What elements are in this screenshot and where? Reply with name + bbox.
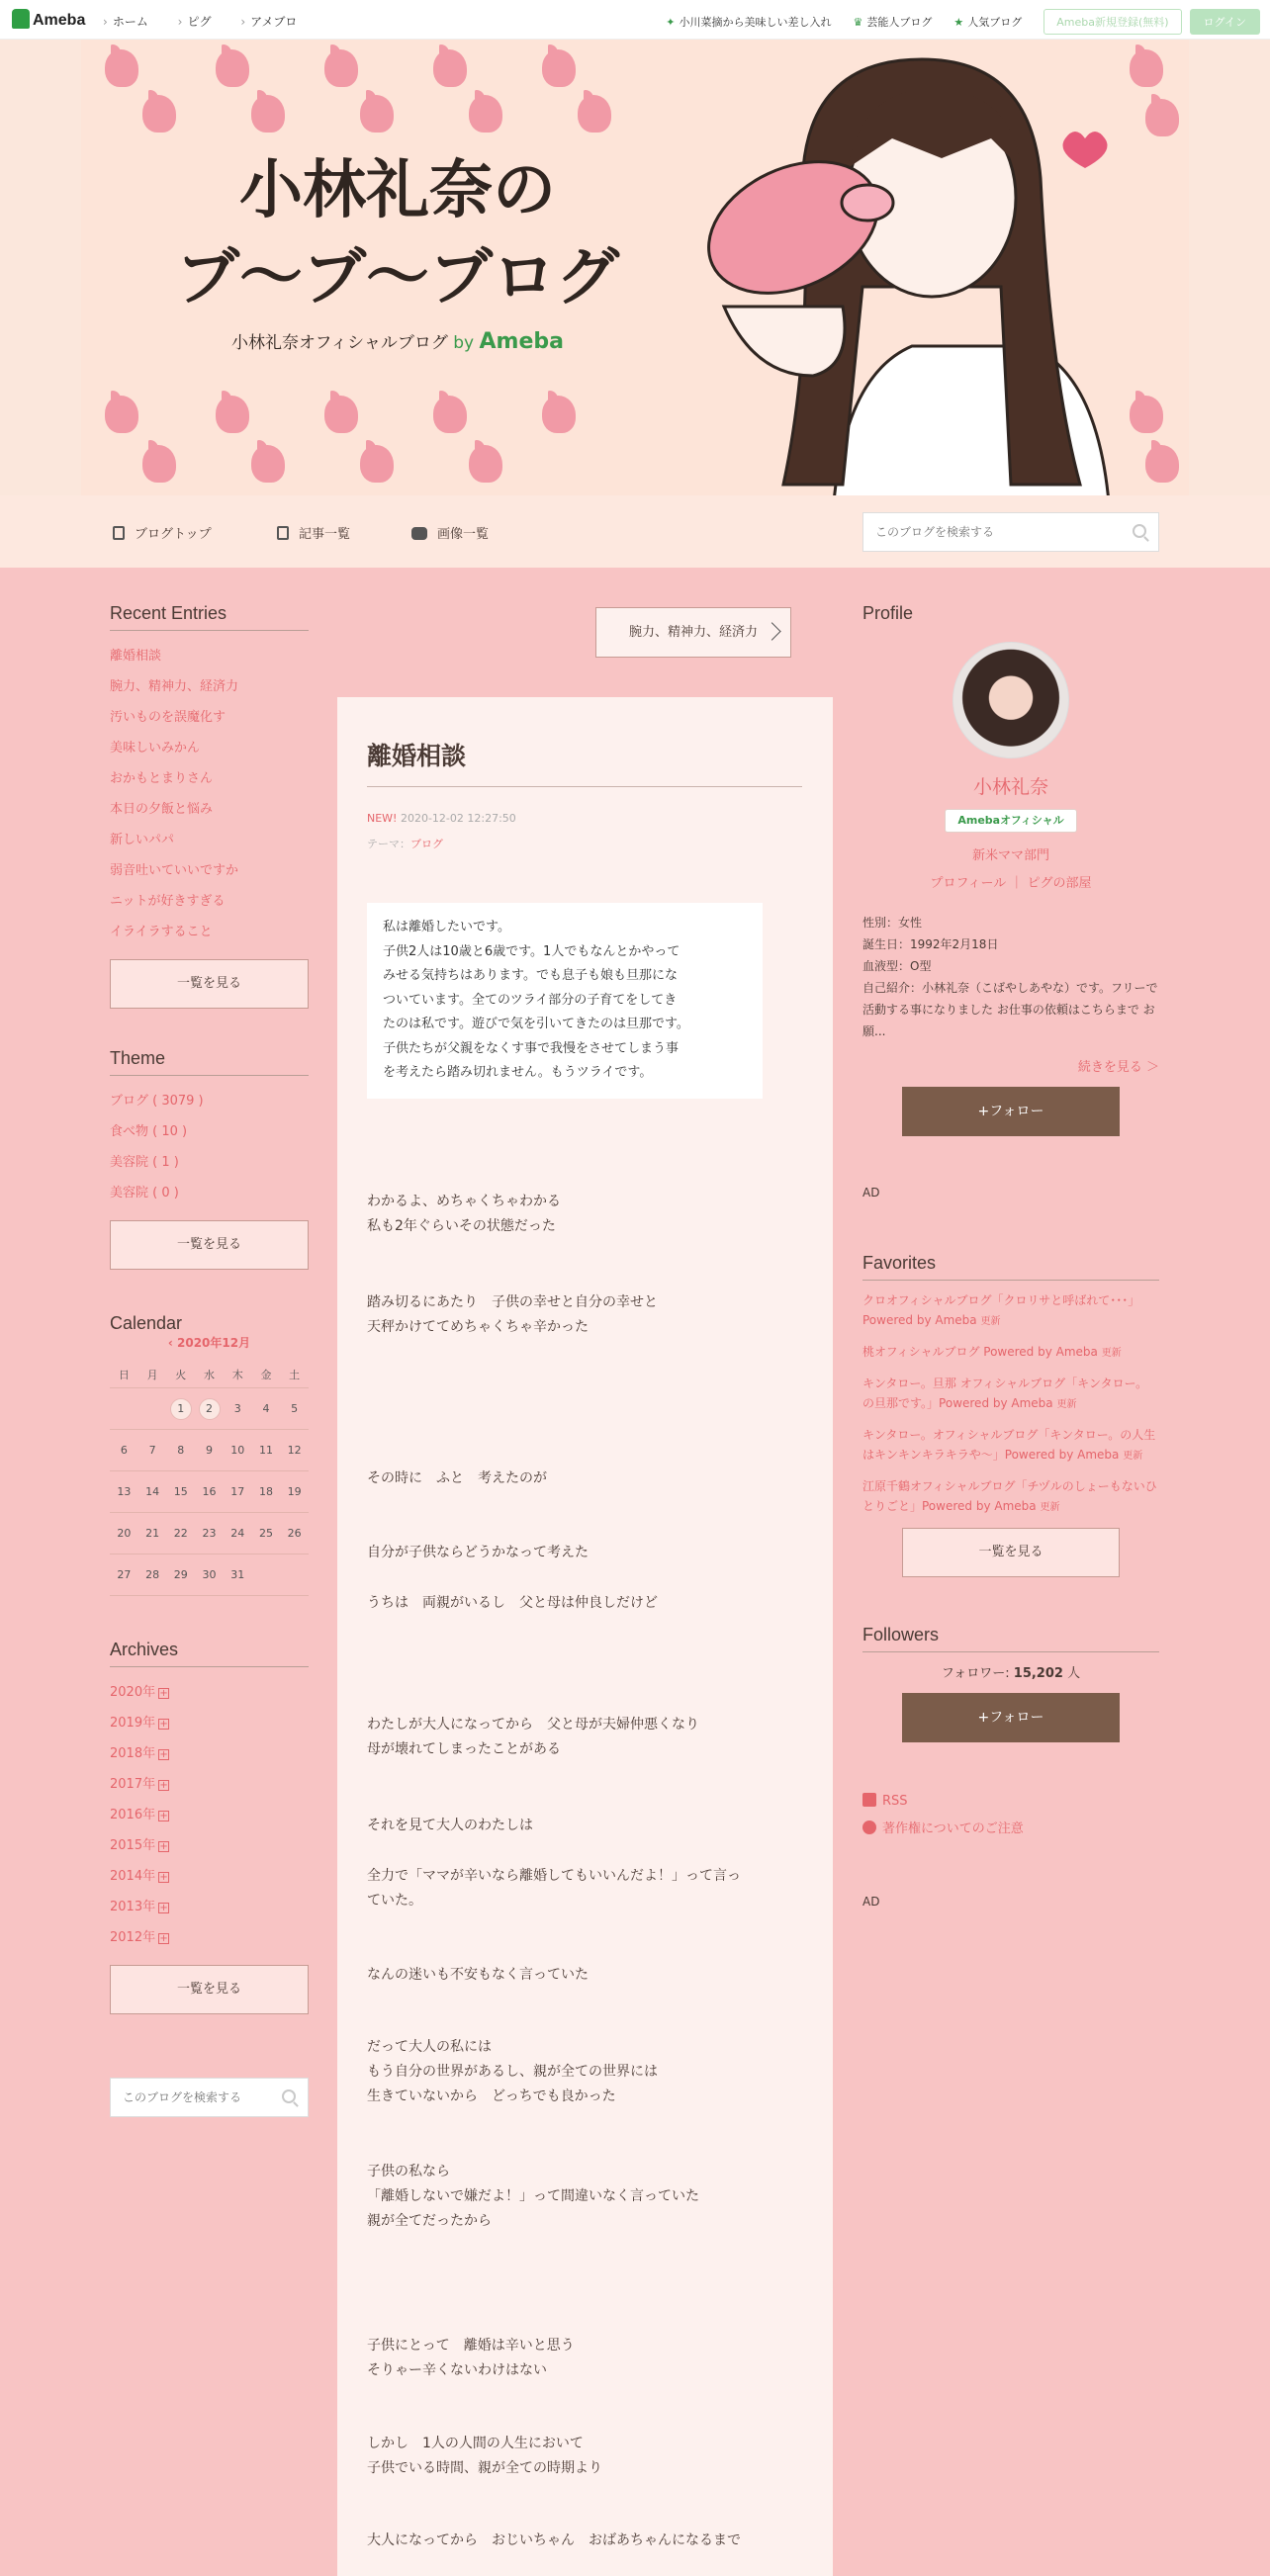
sparkle-icon: ✦ (666, 16, 676, 29)
article-meta: NEW! 2020-12-02 12:27:50 テーマ：ブログ (367, 812, 516, 850)
theme-item[interactable]: 美容院 ( 0 ) (110, 1186, 179, 1200)
top-link-popular[interactable]: ★ 人気ブログ (953, 16, 1023, 29)
top-nav-home[interactable]: › ホーム (103, 15, 148, 29)
search-icon[interactable] (1133, 524, 1146, 538)
copy-icon (277, 526, 289, 540)
login-button[interactable]: ログイン (1190, 9, 1260, 35)
pig-icon (469, 445, 502, 483)
blog-subtitle: 小林礼奈オフィシャルブログ by Ameba (231, 329, 564, 354)
pig-icon (433, 49, 467, 87)
archive-year[interactable]: 2018年 + (110, 1746, 168, 1761)
recent-entry[interactable]: 腕力、精神力、経済力 (110, 679, 239, 694)
profile-title: Profile (862, 603, 914, 623)
pig-icon (324, 396, 358, 433)
pig-icon (1130, 49, 1163, 87)
top-nav (103, 13, 322, 30)
nav-blog-top[interactable]: ブログトップ (113, 523, 212, 542)
pig-icon (578, 95, 611, 133)
archive-year[interactable]: 2017年 + (110, 1777, 168, 1792)
recent-entry[interactable]: 離婚相談 (110, 649, 162, 664)
sidebar-search (110, 2078, 309, 2117)
rss-icon (862, 1793, 876, 1807)
article-paragraph: 自分が子供ならどうかなって考えた (367, 1545, 589, 1560)
pig-icon (142, 445, 176, 483)
expand-icon[interactable]: + (159, 1841, 168, 1852)
pig-icon (216, 396, 249, 433)
top-bar (0, 0, 1270, 40)
favorite-item[interactable]: クロオフィシャルブログ「クロリサと呼ばれて･･･」Powered by Ameba 更新 (862, 1293, 1140, 1327)
feed-links (862, 1788, 1159, 1843)
profile-group[interactable]: 新米ママ部門 (971, 848, 1049, 863)
register-button[interactable]: Ameba新規登録(無料) (1043, 9, 1181, 35)
article-paragraph: しかし 1人の人間の人生において 子供でいる時間、親が全ての時期より (367, 2436, 602, 2476)
pig-icon (105, 49, 138, 87)
ad-label-2: AD (862, 1895, 880, 1909)
top-nav-ameblo[interactable]: › アメブロ (240, 15, 297, 29)
calendar-day-post[interactable]: 1 (170, 1398, 192, 1420)
profile-links[interactable]: プロフィール ｜ ピグの部屋 (930, 876, 1092, 891)
pig-icon (216, 49, 249, 87)
theme-title: Theme (110, 1048, 309, 1076)
calendar-week: 13 14 15 16 17 18 19 (110, 1471, 309, 1513)
article-paragraph: わたしが大人になってから 父と母が夫婦仲悪くなり 母が壊れてしまったことがある (367, 1717, 699, 1757)
blog-nav (0, 495, 1270, 568)
favorite-item[interactable]: 桃オフィシャルブログ Powered by Ameba 更新 (862, 1345, 1122, 1359)
archives-title: Archives (110, 1640, 309, 1667)
profile-more-link[interactable]: 続きを見る ＞ (1077, 1060, 1159, 1075)
profile-info: 性別：女性 誕生日：1992年2月18日 血液型：O型 (862, 916, 999, 973)
recent-entry[interactable]: 美味しいみかん (110, 741, 201, 755)
calendar-week: 6 7 8 9 10 11 12 (110, 1430, 309, 1471)
expand-icon[interactable]: + (159, 1903, 168, 1913)
recent-entry[interactable]: 汚いものを誤魔化す (110, 710, 227, 725)
calendar-week: 1 2 3 4 5 (110, 1388, 309, 1430)
crown-icon: ♛ (853, 16, 863, 29)
recent-more-button[interactable]: 一覧を見る (110, 959, 309, 1009)
pig-icon (469, 95, 502, 133)
copyright-link[interactable]: 著作権についてのご注意 (862, 1816, 1159, 1843)
article-paragraph: 大人になってから おじいちゃん おばあちゃんになるまで (367, 2532, 741, 2548)
archive-year[interactable]: 2016年 + (110, 1808, 168, 1822)
article-quote: 私は離婚したいです。 子供2人は10歳と6歳です。1人でもなんとかやって みせる気持ちはあります。でも息子も娘も旦那にな ついています。全てのツライ部分の子育てをしてき たのは私です。遊びで気を引いてきたのは旦那です。 子供たちが父親をなくす事で我慢をさせてしまう事 を考えたら踏み切れません。もうツライです。 (367, 903, 763, 1099)
recent-entry[interactable]: ニットが好きすぎる (110, 894, 226, 909)
calendar-day-post[interactable]: 2 (199, 1398, 221, 1420)
article-paragraph: その時に ふと 考えたのが (367, 1470, 547, 1486)
recent-entry[interactable]: イライラすること (110, 925, 213, 939)
camera-icon (411, 527, 427, 540)
top-link-celeb[interactable]: ♛ 芸能人ブログ (853, 16, 933, 29)
new-badge: NEW! (367, 812, 398, 825)
left-sidebar (110, 603, 309, 2117)
pig-icon (105, 396, 138, 433)
recent-entries-title: Recent Entries (110, 603, 309, 631)
ad-label: AD (862, 1186, 880, 1199)
followers-title: Followers (862, 1625, 1159, 1652)
rss-link[interactable]: RSS (862, 1788, 1159, 1816)
archives-list (110, 1677, 309, 1953)
pig-icon (251, 445, 285, 483)
archive-year[interactable]: 2015年 + (110, 1838, 168, 1853)
article-paragraph: 踏み切るにあたり 子供の幸せと自分の幸せと 天秤かけててめちゃくちゃ辛かった (367, 1294, 658, 1335)
pig-icon (542, 396, 576, 433)
favorite-item[interactable]: キンタロー。オフィシャルブログ「キンタロー。の人生はキンキンキラキラや〜」Powered by Ameba 更新 (862, 1428, 1156, 1462)
search-icon[interactable] (282, 2089, 296, 2103)
nav-entry-list[interactable]: 記事一覧 (277, 523, 350, 542)
archives-more-button[interactable]: 一覧を見る (110, 1965, 309, 2014)
archive-year[interactable]: 2012年 + (110, 1930, 168, 1945)
ameba-logo[interactable]: Ameba (12, 9, 85, 30)
ameba-frog-icon (12, 9, 30, 29)
profile-intro: 自己紹介：小林礼奈（こばやしあやな）です。フリーで活動する事になりました お仕事の依頼はこちらまで お願... (862, 981, 1158, 1038)
calendar-week: 27 28 29 30 31 (110, 1554, 309, 1596)
profile-name[interactable]: 小林礼奈 (972, 776, 1048, 798)
expand-icon[interactable]: + (159, 1933, 168, 1944)
recent-entry[interactable]: 新しいパパ (110, 833, 175, 847)
pig-icon (324, 49, 358, 87)
article-title[interactable]: 離婚相談 (367, 737, 802, 787)
archive-year[interactable]: 2014年 + (110, 1869, 168, 1884)
pig-icon (1145, 99, 1179, 136)
pig-icon (433, 396, 467, 433)
favorites-title: Favorites (862, 1253, 1159, 1281)
favorite-item[interactable]: 江原千鶴オフィシャルブログ「チヅルのしょーもないひとりごと」Powered by Ameba 更新 (862, 1479, 1157, 1513)
prev-entry-button[interactable]: 腕力、精神力、経済力 (595, 607, 791, 658)
article-theme-link[interactable]: ブログ (410, 838, 443, 850)
archive-year[interactable]: 2013年 + (110, 1900, 168, 1914)
expand-icon[interactable]: + (159, 1811, 168, 1821)
theme-item[interactable]: ブログ ( 3079 ) (110, 1094, 204, 1109)
calendar-title: Calendar (110, 1313, 183, 1333)
top-nav-pigg[interactable]: › ピグ (178, 15, 212, 29)
expand-icon[interactable]: + (159, 1749, 168, 1760)
archive-year[interactable]: 2020年 + (110, 1685, 168, 1700)
article-paragraph: それを見て大人のわたしは (367, 1818, 533, 1833)
nav-image-list[interactable]: 画像一覧 (411, 523, 489, 542)
recent-entries-list (110, 641, 309, 947)
official-badge: Amebaオフィシャル (945, 809, 1077, 833)
top-link-news[interactable]: ✦ 小川菜摘から美味しい差し入れ (666, 16, 832, 29)
article-paragraph: 全力で「ママが辛いなら離婚してもいいんだよ！」って言っ ていた。 (367, 1868, 741, 1909)
followers-count: フォロワー: 15,202 人 (941, 1666, 1081, 1681)
blog-header (0, 40, 1270, 495)
header-banner[interactable] (81, 40, 1189, 495)
calendar-weekdays: 日 月 火 水 木 金 土 (110, 1361, 309, 1388)
recent-entry[interactable]: 弱音吐いていいですか (110, 863, 239, 878)
blog-title: 小林礼奈の ブ〜ブ〜ブログ 小林礼奈オフィシャルブログ by Ameba (150, 148, 645, 354)
article-paragraph: 子供の私なら 「離婚しないで嫌だよ！」って間違いなく言っていた 親が全てだったから (367, 2164, 699, 2229)
theme-item[interactable]: 美容院 ( 1 ) (110, 1155, 179, 1170)
warning-icon (862, 1821, 876, 1834)
expand-icon[interactable]: + (159, 1872, 168, 1883)
profile-avatar[interactable] (952, 642, 1069, 758)
banner-illustration (615, 49, 1130, 495)
pig-icon (360, 445, 394, 483)
theme-item[interactable]: 食べ物 ( 10 ) (110, 1124, 188, 1139)
favorites-more-button[interactable]: 一覧を見る (902, 1528, 1120, 1577)
archive-year[interactable]: 2019年 + (110, 1716, 168, 1731)
recent-entry[interactable]: おかもとまりさん (110, 771, 214, 786)
calendar-month: ‹ 2020年12月 (167, 1336, 251, 1350)
pig-icon (542, 49, 576, 87)
pig-icon (251, 95, 285, 133)
expand-icon[interactable]: + (159, 1688, 168, 1699)
header-search-input[interactable] (863, 513, 1158, 551)
article-paragraph: うちは 両親がいるし 父と母は仲良しだけど (367, 1595, 658, 1611)
article-datetime: 2020-12-02 12:27:50 (400, 812, 516, 825)
pig-icon (142, 95, 176, 133)
theme-more-button[interactable]: 一覧を見る (110, 1220, 309, 1270)
pig-icon (360, 95, 394, 133)
chevron-left-icon[interactable]: ‹ (167, 1336, 177, 1350)
right-sidebar (862, 603, 1159, 1909)
pig-icon (1130, 396, 1163, 433)
document-icon (113, 526, 125, 540)
calendar-week: 20 21 22 23 24 25 26 (110, 1513, 309, 1554)
article-paragraph: 子供にとって 離婚は辛いと思う そりゃー辛くないわけはない (367, 2338, 575, 2378)
favorite-item[interactable]: キンタロー。旦那 オフィシャルブログ「キンタロー。の旦那です。」Powered by Ameba 更新 (862, 1377, 1148, 1410)
article (337, 697, 833, 2576)
article-paragraph: だって大人の私には もう自分の世界があるし、親が全ての世界には 生きていないから どっちでも良かった (367, 2039, 658, 2104)
follow-button[interactable]: +フォロー (902, 1087, 1120, 1136)
sidebar-search-input[interactable] (111, 2079, 308, 2116)
article-paragraph: わかるよ、めちゃくちゃわかる 私も2年ぐらいその状態だった (367, 1194, 561, 1234)
star-icon: ★ (953, 16, 964, 29)
pig-icon (1145, 445, 1179, 483)
article-paragraph: なんの迷いも不安もなく言っていた (367, 1967, 589, 1983)
recent-entry[interactable]: 本日の夕飯と悩み (110, 802, 214, 817)
follow-button-2[interactable]: +フォロー (902, 1693, 1120, 1742)
top-right (666, 9, 1260, 35)
expand-icon[interactable]: + (159, 1780, 168, 1791)
header-search (862, 512, 1159, 552)
calendar (110, 1334, 309, 1596)
expand-icon[interactable]: + (159, 1719, 168, 1730)
